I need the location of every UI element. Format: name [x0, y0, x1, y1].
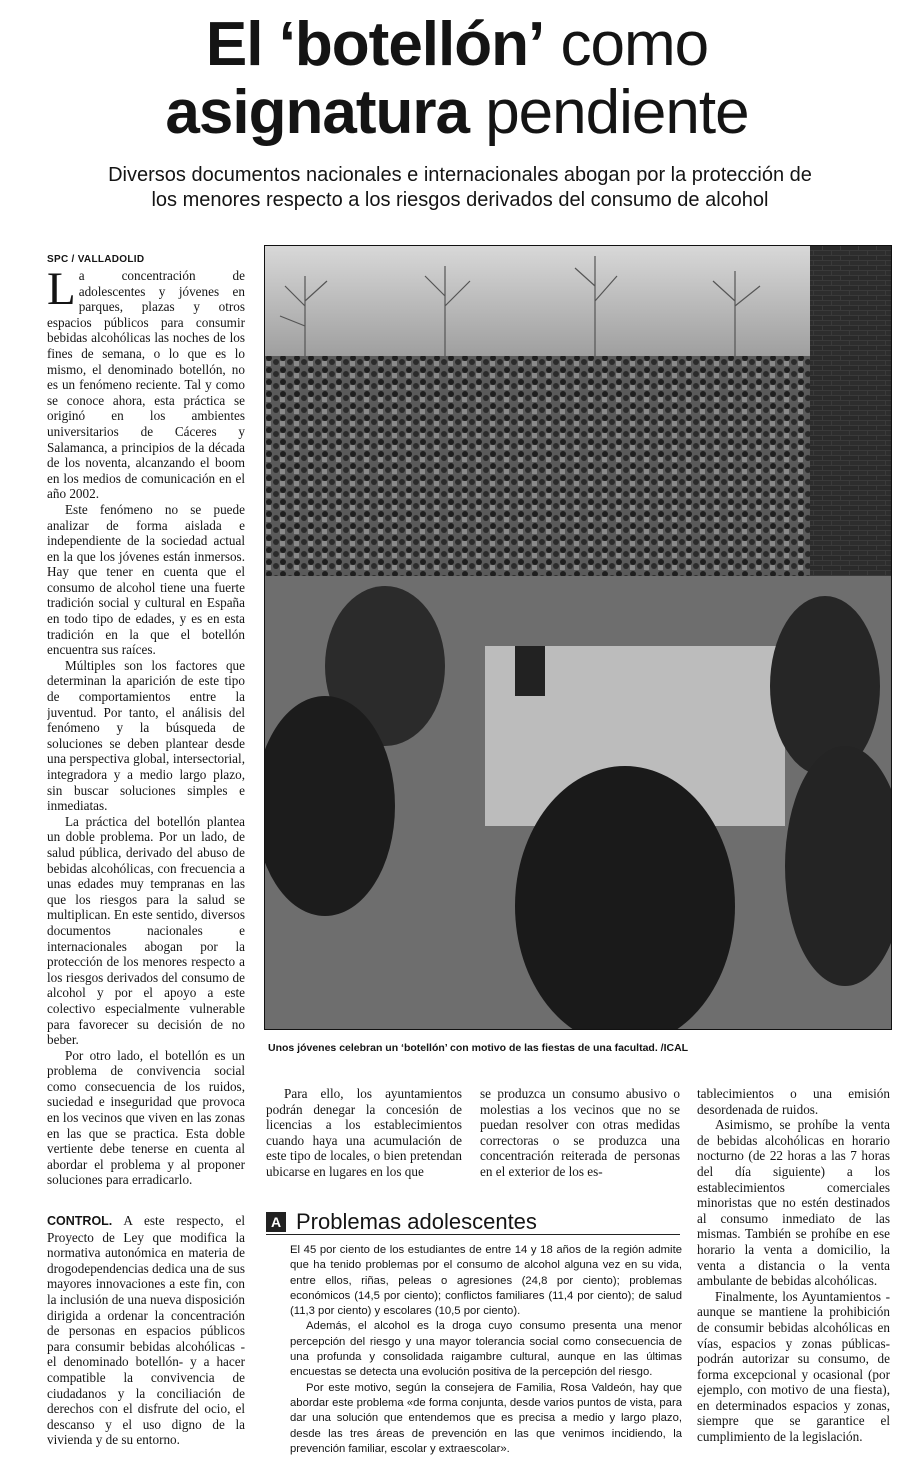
byline: SPC / VALLADOLID [47, 254, 145, 265]
article-column-1 [47, 268, 245, 1193]
article-column-3 [480, 1086, 680, 1206]
article-paragraph-10: Asimismo, se prohíbe la venta de bebidas alcohólicas en horario nocturno (de 22 horas a las 7 horas del día siguiente) a los establecimientos comerciales minoristas que no estén destinados al consumo inmediato de las mismas. También se prohíbe en ese horario la venta a domicilio, la venta a distancia o la venta ambulante de bebidas alcohólicas. [697, 1117, 890, 1289]
headline-line-2: asignatura pendiente [165, 78, 749, 147]
section-icon: A [266, 1212, 286, 1232]
sidebar-body [290, 1243, 682, 1475]
article-paragraph-11: Finalmente, los Ayuntamientos -aunque se mantiene la prohibición de consumir bebidas alcohólicas en vías, espacios y zonas públicas- podrán autorizar su consumo, de forma excepcional y ocasional (por ejemplo, con motivo de una fiesta), en determinados espacios y zonas, siempre que se garantice el cumplimiento de la legislación. [697, 1288, 890, 1445]
sidebar-paragraph-3: Por este motivo, según la consejera de Familia, Rosa Valdeón, hay que abordar este problema «de forma conjunta, desde varios puntos de vista, para dar una solución que entendemos que es precisa a medio y largo plazo, desde las tres áreas de prevención en las que venimos incidiendo, la prevención familiar, escolar y extraescolar». [290, 1381, 682, 1455]
article-paragraph-2: Este fenómeno no se puede analizar de forma aislada e independiente de la sociedad actual en la que los jóvenes están inmersos. Hay que tener en cuenta que el consumo de alcohol tiene una fuerte tradición social y cultural en España en todo tipo de edades, y es en esta tradición en la que el botellón encuentra sus raíces. [47, 501, 245, 658]
article-paragraph-4: La práctica del botellón plantea un doble problema. Por un lado, de salud pública, derivado del abuso de bebidas alcohólicas, con frecuencia a unas edades muy tempranas en las que los riesgos para la salud se multiplican. En este sentido, diversos documentos nacionales e internacionales abogan por la protección de los menores respecto a los riesgos derivados del consumo de alcohol y por el apoyo a este colectivo especialmente vulnerable para favorecer su decisión de no beber. [47, 813, 245, 1048]
sidebar-title: Problemas adolescentes [296, 1209, 537, 1234]
article-paragraph-1: La concentración de adolescentes y jóvenes en parques, plazas y otros espacios públicos para consumir bebidas alcohólicas las noches de los fines de semana, o lo que es lo mismo, el denominado botellón, no es un fenómeno reciente. Tal y como se conoce ahora, esta práctica se originó en los ambientes universitarios de Cáceres y Salamanca, a principios de la década de los noventa, alcanzando el boom en los medios de comunicación en el año 2002. [47, 268, 245, 502]
article-column-1-bottom [47, 1213, 245, 1473]
article-paragraph-9: tablecimientos o una emisión desordenada de ruidos. [697, 1086, 890, 1117]
article-column-2 [266, 1086, 462, 1206]
deck-line-2: los menores respecto a los riesgos derivados del consumo de alcohol [151, 189, 769, 211]
sidebar-header [266, 1209, 680, 1235]
control-lead-in: CONTROL. [47, 1214, 113, 1228]
article-paragraph-7: Para ello, los ayuntamientos podrán denegar la concesión de licencias a los establecimientos cuando haya una acumulación de este tipo de locales, o bien pretendan ubicarse en lugares en los que [266, 1086, 462, 1179]
article-column-4 [697, 1086, 890, 1476]
crowd-photo-image [265, 246, 892, 1030]
sidebar-paragraph-1: El 45 por ciento de los estudiantes de entre 14 y 18 años de la región admite que ha tenido problemas por el consumo de alcohol alguna vez en su vida, entre ellos, riñas, peleas o agresiones (24,8 por ciento); problemas económicos (14,5 por ciento); conflictos familiares (11,4 por ciento); de salud (11,3 por ciento) y escolares (10,5 por ciento). [290, 1244, 682, 1318]
article-paragraph-control: CONTROL. A este respecto, el Proyecto de Ley que modifica la normativa autonómica en materia de drogodependencias dedica una de sus mayores innovaciones a este fin, con la inclusión de una nueva disposición dirigida a ordenar la concentración de personas en espacios públicos para consumir bebidas alcohólicas -el denominado botellón- y a hacer compatible la convivencia de ciudadanos y la conciliación de derechos con el disfrute del ocio, el descanso y el uso digno de la vivienda y de su entorno. [47, 1213, 245, 1448]
deck-line-1: Diversos documentos nacionales e internacionales abogan por la protección de [108, 164, 812, 186]
headline-line-1: El ‘botellón’ como [205, 10, 709, 79]
crowd-photo [264, 245, 892, 1030]
drop-cap: L [47, 268, 76, 315]
article-paragraph-8: se produzca un consumo abusivo o molestias a los vecinos que no se puedan resolver con otras medidas correctoras o se produzca una concentración reiterada de personas en el exterior de los es- [480, 1086, 680, 1179]
sidebar-paragraph-2: Además, el alcohol es la droga cuyo consumo presenta una menor percepción del riesgo y una mayor tolerancia social como consecuencia de una profunda y consolidada raigambre cultural, aunque en las últimas encuestas se detecta una evolución positiva de la percepción del riesgo. [290, 1320, 682, 1379]
article-paragraph-5: Por otro lado, el botellón es un problema de convivencia social como consecuencia de los ruidos, suciedad e inseguridad que provoca en los vecinos que viven en las zonas en las que se practica. Esta doble vertiente debe tenerse en cuenta al abordar el problema y al proponer soluciones para erradicarlo. [47, 1047, 245, 1188]
article-paragraph-3: Múltiples son los factores que determinan la aparición de este tipo de comportamientos entre la juventud. Por tanto, el análisis del fenómeno y la búsqueda de soluciones se deben plantear desde una perspectiva global, intersectorial, integradora y a medio largo plazo, sin buscar soluciones simples e inmediatas. [47, 657, 245, 814]
photo-caption: Unos jóvenes celebran un ‘botellón’ con motivo de las fiestas de una facultad. /ICAL [268, 1042, 689, 1054]
